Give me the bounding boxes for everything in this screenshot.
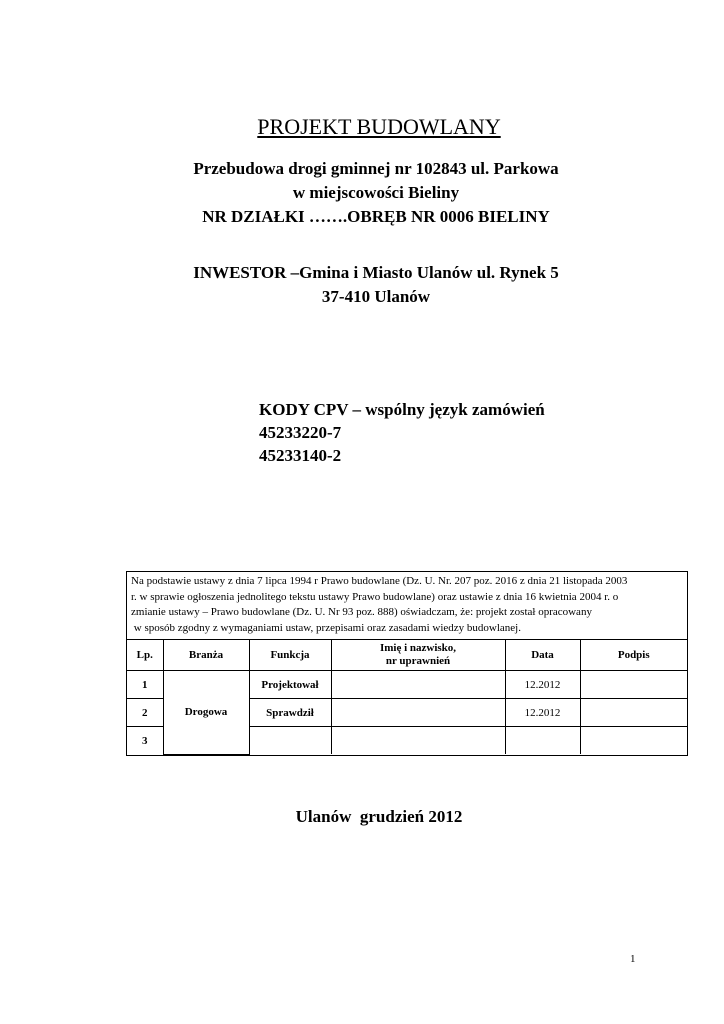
cpv-code: 45233220-7 [259,423,342,442]
row-lp: 3 [127,727,163,755]
row-funkcja: Sprawdził [249,699,331,727]
document-title: PROJEKT BUDOWLANY [257,114,501,139]
signature-frame [126,571,688,756]
row-podpis [580,699,687,727]
row-data: 12.2012 [505,671,580,699]
cpv-heading: KODY CPV – wspólny język zamówień [259,400,545,419]
cpv-code: 45233140-2 [259,446,342,465]
header-funkcja: Funkcja [249,640,331,671]
investor-line: INWESTOR –Gmina i Miasto Ulanów ul. Rynek 5 [193,263,559,282]
row-imie [331,671,505,699]
branch-cell: Drogowa [163,671,249,755]
header-podpis: Podpis [580,640,687,671]
row-data [505,727,580,755]
table-row [127,671,687,699]
row-imie [331,699,505,727]
investor-address: 37-410 Ulanów [321,287,431,306]
row-podpis [580,671,687,699]
row-podpis [580,727,687,755]
project-description [0,157,724,229]
header-imie-nazwisko [331,640,505,671]
header-lp: Lp. [127,640,163,671]
statement-line: r. w sprawie ogłoszenia jednolitego tekstu ustawy Prawo budowlane) oraz ustawie z dnia 16 kwietnia 2004 r. o [131,590,619,603]
header-branza: Branża [163,640,249,671]
signature-table [127,640,687,755]
page-number: 1 [630,953,636,965]
header-data: Data [505,640,580,671]
statement-line: zmianie ustawy – Prawo budowlane (Dz. U. Nr 93 poz. 888) oświadczam, że: projekt został opracowany [131,606,592,618]
row-lp: 1 [127,671,163,699]
project-description-line: NR DZIAŁKI …….OBRĘB NR 0006 BIELINY [202,207,550,226]
project-description-line: Przebudowa drogi gminnej nr 102843 ul. Parkowa [193,159,559,178]
statement-line: w sposób zgodny z wymaganiami ustaw, przepisami oraz zasadami wiedzy budowlanej. [131,621,521,634]
statement-line: Na podstawie ustawy z dnia 7 lipca 1994 r Prawo budowlane (Dz. U. Nr. 207 poz. 2016 z dnia 21 listopada 2003 [131,575,628,587]
header-uprawnienia-line: nr uprawnień [385,655,451,667]
row-imie [331,727,505,755]
legal-statement [127,572,687,640]
header-imie-line: Imię i nazwisko, [379,642,457,654]
cpv-codes-block [259,398,545,467]
row-data: 12.2012 [505,699,580,727]
row-funkcja: Projektował [249,671,331,699]
row-funkcja [249,727,331,755]
place-and-date: Ulanów grudzień 2012 [295,807,463,826]
table-header-row [127,640,687,671]
project-description-line: w miejscowości Bieliny [292,183,460,202]
row-lp: 2 [127,699,163,727]
investor-block [0,261,724,309]
